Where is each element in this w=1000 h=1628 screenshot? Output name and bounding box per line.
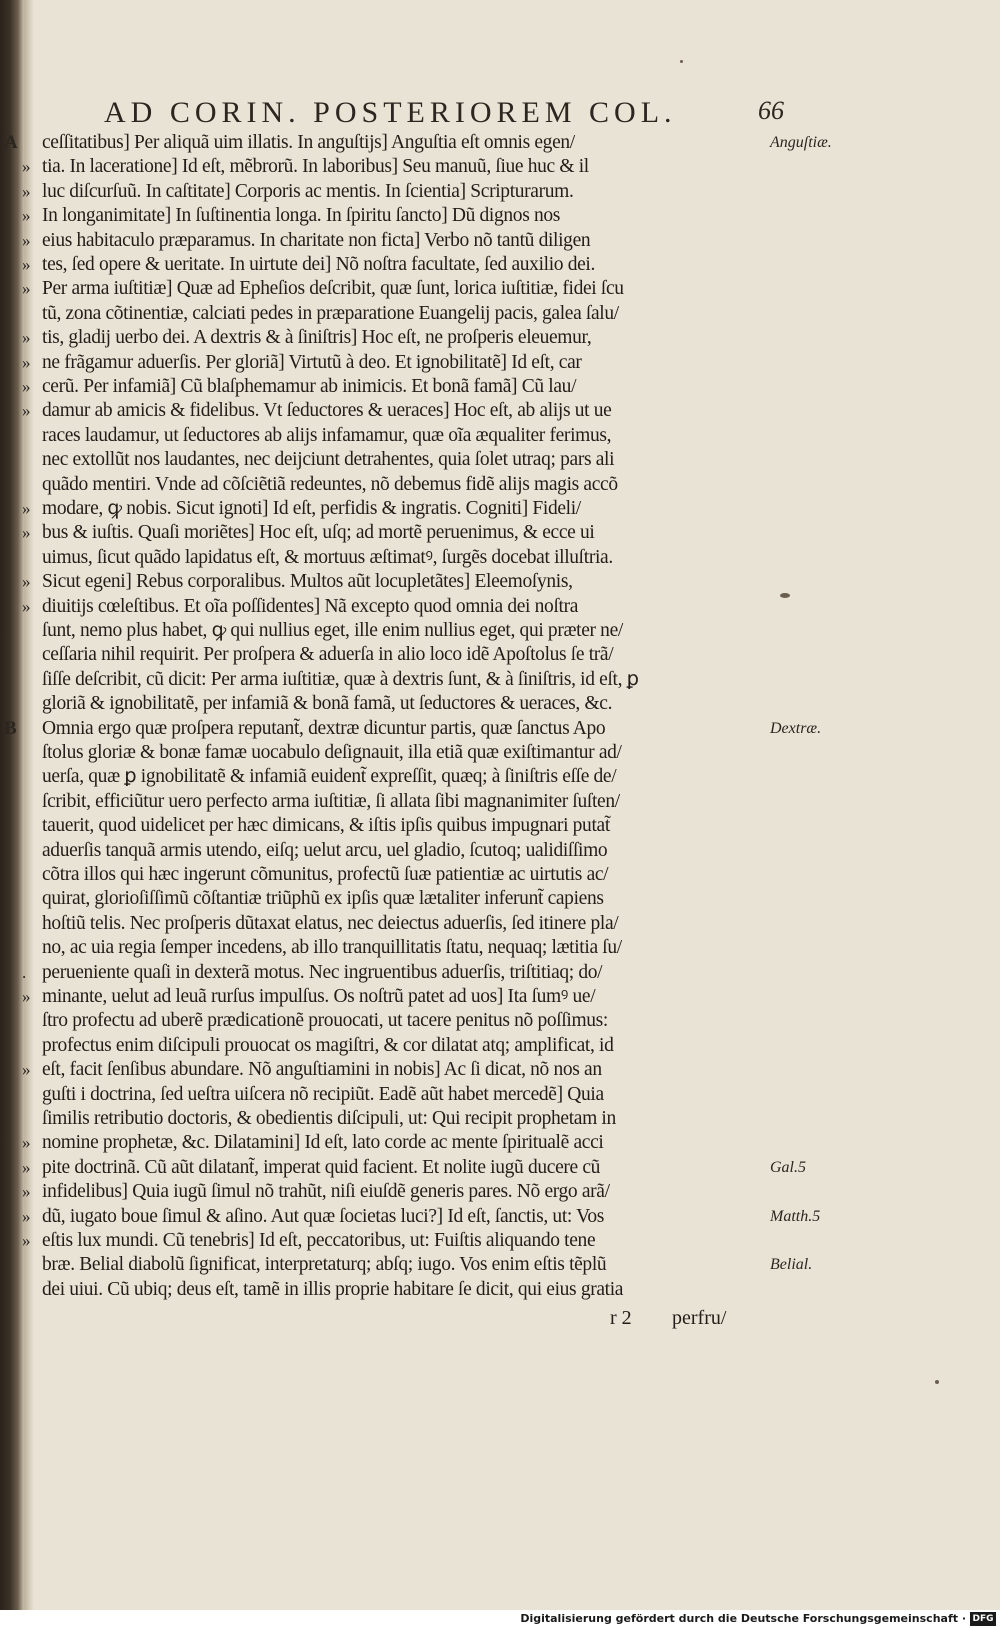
text-line bbox=[0, 1180, 1000, 1204]
text-line bbox=[0, 155, 1000, 179]
text-line bbox=[0, 619, 1000, 643]
line-text: ſtolus gloriæ & bonæ famæ uocabulo deſignauit, illa etiã quæ exiſtimantur ad/ bbox=[42, 742, 622, 763]
quotation-mark: » bbox=[22, 1133, 31, 1153]
text-line bbox=[0, 1229, 1000, 1253]
line-text: eſt, facit ſenſibus abundare. Nõ anguſtiamini in nobis] Ac ſi dicat, nõ nos an bbox=[42, 1059, 602, 1081]
line-text: tũ, zona cõtinentiæ, calciati pedes in præparatione Euangelij pacis, galea ſalu/ bbox=[42, 302, 619, 324]
marginal-note: Anguſtiæ. bbox=[770, 134, 832, 151]
text-line bbox=[0, 936, 1000, 960]
line-text: hoſtiũ telis. Nec proſperis dũtaxat elatus, nec deiectus aduerſis, ſed itinere pla/ bbox=[42, 912, 619, 934]
line-text: ſcribit, efficiũtur uero perfecto arma iuſtitiæ, ſi allata ſibi magnanimiter ſuſten/ bbox=[42, 790, 620, 812]
catchword: perfru/ bbox=[672, 1307, 727, 1329]
paper-speck bbox=[935, 1380, 939, 1384]
text-line bbox=[0, 351, 1000, 375]
text-line bbox=[0, 741, 1000, 765]
text-line bbox=[0, 546, 1000, 570]
text-line bbox=[0, 692, 1000, 716]
line-text: cõtra illos qui hæc ingerunt cõmunitus, profectũ ſuæ patientiæ ac uirtutis ac/ bbox=[42, 864, 609, 885]
text-line bbox=[0, 595, 1000, 619]
text-line bbox=[0, 497, 1000, 521]
line-text: ſiſſe deſcribit, cũ dicit: Per arma iuſtitiæ, quæ à dextris ſunt, & à ſiniſtris, id eſt, ꝑ bbox=[42, 668, 639, 690]
text-line bbox=[0, 1253, 1000, 1277]
quotation-mark: » bbox=[22, 1157, 31, 1177]
text-line bbox=[0, 1034, 1000, 1058]
marginal-note: Belial. bbox=[770, 1256, 813, 1274]
line-text: races laudamur, ut ſeductores ab alijs infamamur, quæ oĩa æqualiter ferimus, bbox=[42, 424, 612, 446]
line-text: In longanimitate] In ſuſtinentia longa. In ſpiritu ſancto] Dũ dignos nos bbox=[42, 205, 560, 227]
text-line bbox=[0, 521, 1000, 545]
funding-credit: Digitalisierung gefördert durch die Deutsche Forschungsgemeinschaft · bbox=[520, 1612, 966, 1625]
line-text: modare, ꝙ nobis. Sicut ignoti] Id eſt, perfidis & ingratis. Cogniti] Fideli/ bbox=[42, 498, 581, 519]
text-line bbox=[0, 814, 1000, 838]
quotation-mark: » bbox=[22, 596, 31, 616]
text-line bbox=[0, 1131, 1000, 1155]
quotation-mark: » bbox=[22, 401, 31, 421]
text-line bbox=[0, 961, 1000, 985]
marginal-note: Dextræ. bbox=[770, 719, 822, 737]
line-text: ceſſaria nihil requirit. Per proſpera & aduerſa in alio loco idẽ Apoſtolus ſe trã/ bbox=[42, 644, 614, 666]
text-line bbox=[0, 326, 1000, 350]
line-text: Per arma iuſtitiæ] Quæ ad Epheſios deſcribit, quæ ſunt, lorica iuſtitiæ, fidei ſcu bbox=[42, 278, 624, 300]
text-line bbox=[0, 1156, 1000, 1180]
line-text: nec extollũt nos laudantes, nec deijciunt detrahentes, quia ſolet utraq; pars ali bbox=[42, 449, 615, 471]
line-text: luc diſcurſuũ. In caſtitate] Corporis ac mentis. In ſcientia] Scripturarum. bbox=[42, 180, 574, 202]
text-line bbox=[0, 277, 1000, 301]
line-text: aduerſis tanquã armis utendo, eiſq; uelut arcu, uel gladio, ſcutoq; ualidiſſimo bbox=[42, 839, 608, 861]
text-line bbox=[0, 1205, 1000, 1229]
quotation-mark: . bbox=[22, 962, 27, 982]
quotation-mark: » bbox=[22, 499, 31, 518]
line-text: ſtro profectu ad uberẽ prædicationẽ prouocati, ut tacere penitus nõ poſſimus: bbox=[42, 1010, 608, 1032]
text-line bbox=[0, 668, 1000, 692]
line-text: guſti i doctrina, ſed ueſtra uiſcera nõ recipiũt. Eadẽ aũt habet mercedẽ] Quia bbox=[42, 1083, 604, 1105]
quotation-mark: » bbox=[22, 279, 31, 299]
text-line bbox=[0, 717, 1000, 741]
text-line bbox=[0, 180, 1000, 204]
text-line bbox=[0, 1009, 1000, 1033]
section-letter: B bbox=[4, 717, 17, 739]
dfg-logo: DFG bbox=[970, 1612, 996, 1626]
line-text: nomine prophetæ, &c. Dilatamini] Id eſt, lato corde ac mente ſpiritualẽ acci bbox=[42, 1132, 604, 1154]
quotation-mark: » bbox=[22, 181, 31, 201]
line-text: perueniente quaſi in dexterã motus. Nec ingruentibus aduerſis, triſtitiaq; do/ bbox=[42, 961, 603, 983]
quotation-mark: » bbox=[22, 1231, 31, 1250]
text-line bbox=[0, 204, 1000, 228]
quotation-mark: » bbox=[22, 255, 31, 274]
text-line bbox=[0, 790, 1000, 814]
quotation-mark: » bbox=[22, 206, 31, 226]
running-head: AD CORIN. POSTERIOREM COL. bbox=[104, 96, 677, 129]
text-line bbox=[0, 570, 1000, 594]
paper-speck bbox=[780, 593, 790, 598]
text-line bbox=[0, 253, 1000, 277]
text-line bbox=[0, 229, 1000, 253]
page-number: 66 bbox=[758, 96, 784, 125]
line-text: uimus, ſicut quãdo lapidatus eſt, & mortuus æſtimatꝰ, ſurgẽs docebat illuſtria. bbox=[42, 546, 613, 568]
quotation-mark: » bbox=[22, 572, 31, 592]
text-line bbox=[0, 1058, 1000, 1082]
text-line bbox=[0, 912, 1000, 936]
text-line bbox=[0, 302, 1000, 326]
text-line bbox=[0, 131, 1000, 155]
line-text: quãdo mentiri. Vnde ad cõſciẽtiã redeuntes, nõ debemus fidẽ alijs magis accõ bbox=[42, 473, 618, 495]
line-text: ſimilis retributio doctoris, & obedientis diſcipuli, ut: Qui recipit prophetam in bbox=[42, 1108, 616, 1129]
text-line bbox=[0, 1107, 1000, 1131]
text-line bbox=[0, 424, 1000, 448]
line-text: bræ. Belial diabolũ ſignificat, interpretaturq; abſq; iugo. Vos enim eſtis tẽplũ bbox=[42, 1254, 607, 1276]
line-text: tis, gladij uerbo dei. A dextris & à ſiniſtris] Hoc eſt, ne proſperis eleuemur, bbox=[42, 327, 592, 349]
line-text: damur ab amicis & fidelibus. Vt ſeductores & ueraces] Hoc eſt, ab alijs ut ue bbox=[42, 400, 612, 422]
line-text: tauerit, quod uidelicet per hæc dimicans, & iſtis ipſis quibus impugnari putat̃ bbox=[42, 815, 610, 837]
line-text: uerſa, quæ ꝑ ignobilitatẽ & infamiã euident̃ expreſſit, quæq; à ſiniſtris eſſe de/ bbox=[42, 766, 617, 788]
line-text: cerũ. Per infamiã] Cũ blaſphemamur ab inimicis. Et bonã famã] Cũ lau/ bbox=[42, 376, 577, 397]
line-text: dũ, iugato boue ſimul & aſino. Aut quæ ſocietas luci?] Id eſt, ſanctis, ut: Vos bbox=[42, 1205, 604, 1227]
text-line bbox=[0, 765, 1000, 789]
signature-mark: r 2 bbox=[610, 1307, 632, 1329]
quotation-mark: » bbox=[22, 523, 31, 543]
quotation-mark: » bbox=[22, 230, 31, 250]
text-line bbox=[0, 399, 1000, 423]
quotation-mark: » bbox=[22, 987, 31, 1006]
marginal-note: Gal.5 bbox=[770, 1158, 806, 1176]
text-line bbox=[0, 643, 1000, 667]
line-text: dei uiui. Cũ ubiq; deus eſt, tamẽ in illis proprie habitare ſe dicit, qui eius gratia bbox=[42, 1278, 624, 1300]
line-text: pite doctrinã. Cũ aũt dilatant̃, imperat quid facient. Et nolite iugũ ducere cũ bbox=[42, 1156, 601, 1178]
text-line bbox=[0, 473, 1000, 497]
line-text: ſunt, nemo plus habet, ꝙ qui nullius eget, ille enim nullius eget, qui præter ne/ bbox=[42, 620, 623, 641]
text-line bbox=[0, 985, 1000, 1009]
text-line bbox=[0, 839, 1000, 863]
line-text: Sicut egeni] Rebus corporalibus. Multos aũt locupletãtes] Eleemoſynis, bbox=[42, 571, 573, 593]
text-line bbox=[0, 1278, 1000, 1302]
quotation-mark: » bbox=[22, 328, 31, 348]
line-text: ceſſitatibus] Per aliquã uim illatis. In anguſtijs] Anguſtia eſt omnis egen/ bbox=[42, 132, 575, 153]
line-text: no, ac uia regia ſemper incedens, ab illo tranquillitatis ſtatu, nequaq; lætitia ſu/ bbox=[42, 937, 622, 959]
quotation-mark: » bbox=[22, 377, 31, 396]
paper-speck bbox=[680, 60, 683, 63]
quotation-mark: » bbox=[22, 1182, 31, 1202]
quotation-mark: » bbox=[22, 352, 31, 372]
line-text: eſtis lux mundi. Cũ tenebris] Id eſt, peccatoribus, ut: Fuiſtis aliquando tene bbox=[42, 1230, 596, 1251]
section-letter: A bbox=[4, 132, 18, 153]
text-line bbox=[0, 863, 1000, 887]
line-text: infidelibus] Quia iugũ ſimul nõ trahũt, niſi eiuſdẽ generis pares. Nõ ergo arã/ bbox=[42, 1181, 610, 1203]
line-text: gloriã & ignobilitatẽ, per infamiã & bonã famã, ut ſeductores & ueraces, &c. bbox=[42, 693, 613, 715]
quotation-mark: » bbox=[22, 157, 31, 177]
line-text: eius habitaculo præparamus. In charitate non ficta] Verbo nõ tantũ diligen bbox=[42, 229, 591, 251]
text-line bbox=[0, 448, 1000, 472]
line-text: diuitijs cœleſtibus. Et oĩa poſſidentes] Nã excepto quod omnia dei noſtra bbox=[42, 595, 579, 617]
line-text: tes, ſed opere & ueritate. In uirtute dei] Nõ noſtra facultate, ſed auxilio dei. bbox=[42, 254, 595, 275]
line-text: Omnia ergo quæ proſpera reputant̃, dextræ dicuntur partis, quæ ſanctus Apo bbox=[42, 717, 606, 739]
text-line bbox=[0, 1083, 1000, 1107]
line-text: quirat, glorioſiſſimũ cõſtantiæ triũphũ ex ipſis quæ lætaliter inferunt̃ capiens bbox=[42, 888, 604, 910]
line-text: profectus enim diſcipuli prouocat os magiſtri, & cor dilatat atq; amplificat, id bbox=[42, 1034, 614, 1056]
line-text: tia. In laceratione] Id eſt, mẽbrorũ. In laboribus] Seu manuũ, ſiue huc & il bbox=[42, 156, 589, 178]
line-text: bus & iuſtis. Quaſi moriẽtes] Hoc eſt, uſq; ad mortẽ peruenimus, & ecce ui bbox=[42, 522, 595, 544]
line-text: minante, uelut ad leuã rurſus impulſus. Os noſtrũ patet ad uos] Ita ſumꝰ ue/ bbox=[42, 986, 596, 1007]
marginal-note: Matth.5 bbox=[770, 1207, 821, 1225]
line-text: ne frãgamur aduerſis. Per gloriã] Virtutũ à deo. Et ignobilitatẽ] Id eſt, car bbox=[42, 351, 582, 373]
quotation-mark: » bbox=[22, 1206, 31, 1226]
text-line bbox=[0, 887, 1000, 911]
text-line bbox=[0, 375, 1000, 399]
quotation-mark: » bbox=[22, 1060, 31, 1080]
